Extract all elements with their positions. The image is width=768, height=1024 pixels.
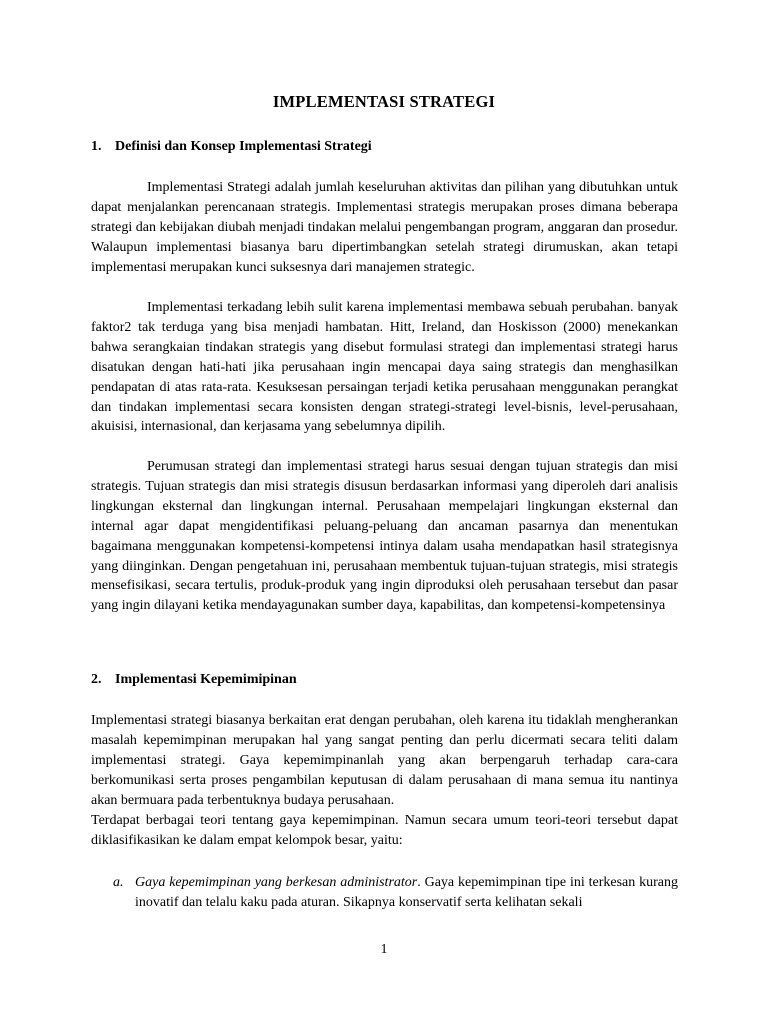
paragraph-1-2: Implementasi terkadang lebih sulit karena implementasi membawa sebuah perubahan. banyak faktor2 tak terduga yang bisa menjadi hambatan. Hitt, Ireland, dan Hoskisson (2000) menekankan bahwa serangkaian tindakan strategis yang disebut formulasi strategi dan implementasi strategi harus disatukan dengan hati-hati jika perusahaan ingin mencapai daya saing strategis dan menghasilkan pendapatan di atas rata-rata. Kesuksesan persaingan terjadi ketika perusahaan menggunakan perangkat dan tindakan implementasi secara konsisten dengan strategi-strategi level-bisnis, level-perusahaan, akuisisi, internasional, dan kerjasama yang sebelumnya dipilih. [91,300,678,435]
section-heading-2 [91,672,297,688]
paragraph-1-1: Implementasi Strategi adalah jumlah keseluruhan aktivitas dan pilihan yang dibutuhkan untuk dapat menjalankan perencanaan strategis. Implementasi strategis merupakan proses dimana beberapa strategi dan kebijakan diubah menjadi tindakan melalui pengembangan program, anggaran dan prosedur. Walaupun implementasi biasanya baru dipertimbangkan setelah strategi dirumuskan, akan tetapi implementasi merupakan kunci suksesnya dari manajemen strategic. [91,180,678,275]
section-number-1: 1. [91,139,102,154]
list-item-text: . Gaya kepemimpinan tipe ini terkesan kurang inovatif dan telalu kaku pada aturan. Sikapnya konservatif serta kelihatan sekali [135,875,679,910]
section-number-2: 2. [91,672,102,687]
paragraph-2-2: Terdapat berbagai teori tentang gaya kepemimpinan. Namun secara umum teori-teori tersebut dapat diklasifikasikan ke dalam empat kelompok besar, yaitu: [91,813,678,848]
list-item-a [113,873,678,913]
document-title: IMPLEMENTASI STRATEGI [272,92,496,111]
list-item-body [135,873,678,913]
paragraph-2-1: Implementasi strategi biasanya berkaitan erat dengan perubahan, oleh karena itu tidaklah mengherankan masalah kepemimpinan merupakan hal yang sangat penting dan perlu dicermati secara teliti dalam implementasi strategi. Gaya kepemimpinanlah yang akan berpengaruh terhadap cara-cara berkomunikasi serta proses pengambilan keputusan di dalam perusahaan di mana semua itu nantinya akan bermuara pada terbentuknya budaya perusahaan. [91,713,678,808]
list-item-emphasis: Gaya kepemimpinan yang berkesan administrator [135,875,418,890]
list-marker: a. [113,875,124,890]
section-title-1: Definisi dan Konsep Implementasi Strategi [115,139,372,154]
page-number: 1 [380,942,388,957]
paragraph-1-3: Perumusan strategi dan implementasi strategi harus sesuai dengan tujuan strategis dan misi strategis. Tujuan strategis dan misi strategis disusun berdasarkan informasi yang diperoleh dari analisis lingkungan eksternal dan lingkungan internal. Perusahaan mempelajari lingkungan eksternal dan internal agar dapat mengidentifikasi peluang-peluang dan ancaman pasarnya dan menentukan bagaimana menggunakan kompetensi-kompetensi intinya dalam usaha mendapatkan hasil strategisnya yang diinginkan. Dengan pengetahuan ini, perusahaan membentuk tujuan-tujuan strategis, misi strategis mensefisikasi, secara tertulis, produk-produk yang ingin diproduksi oleh perusahaan tersebut dan pasar yang ingin dilayani ketika mendayagunakan sumber daya, kapabilitas, dan kompetensi-kompetensinya [91,459,678,614]
section-title-2: Implementasi Kepemimipinan [115,672,297,687]
section-heading-1 [91,139,372,155]
